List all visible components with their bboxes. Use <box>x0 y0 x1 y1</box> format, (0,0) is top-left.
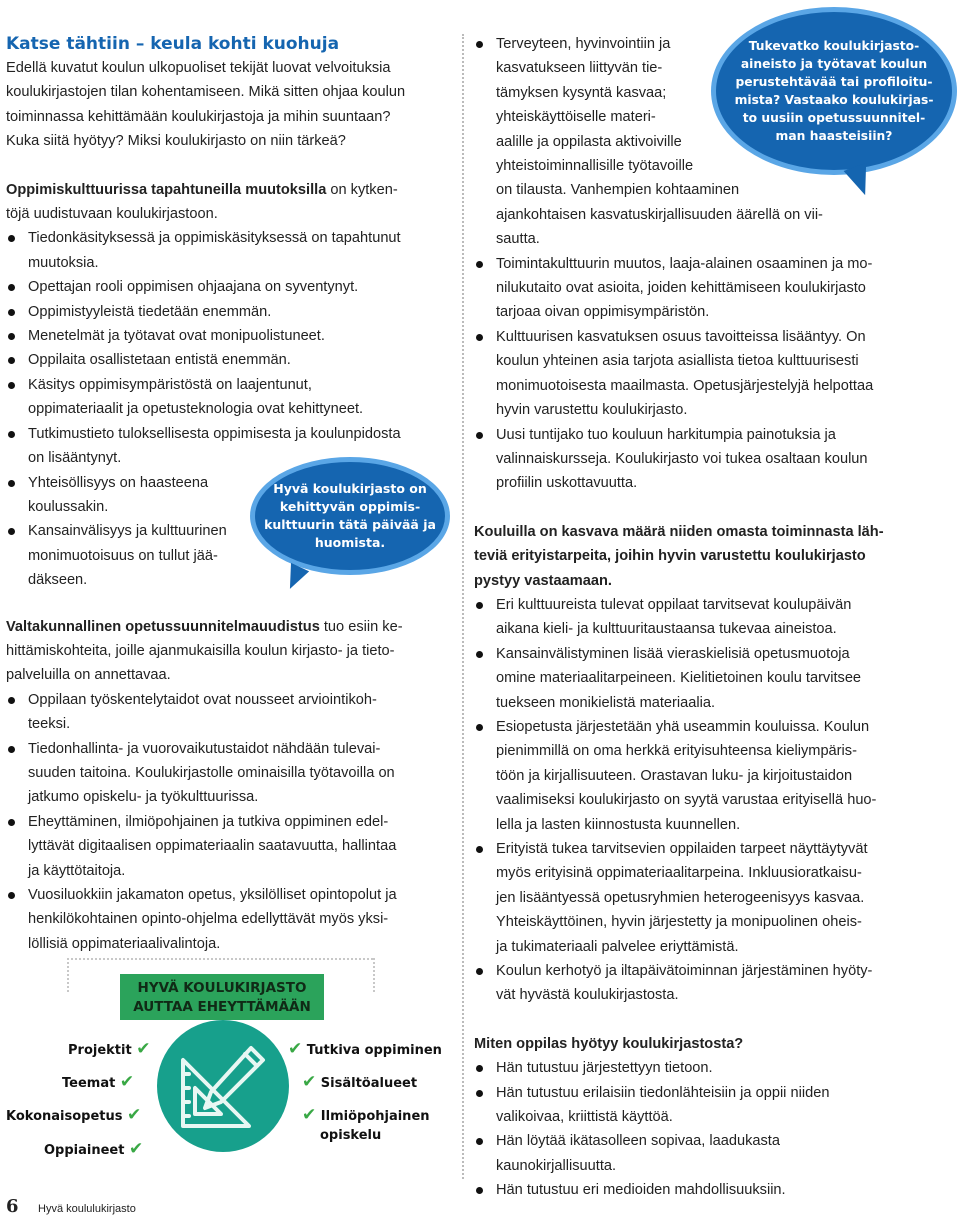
infobox-item-teemat: Teemat ✔ <box>62 1072 135 1092</box>
section-heading-oppilas: Miten oppilas hyötyy koulukirjastosta? <box>474 1035 744 1052</box>
list-item: Uusi tuntijako tuo kouluun harkitumpia painotuksia ja valinnaiskursseja. Koulukirjasto voi tukea osaltaan koulun profiilin uskottavuutta. <box>474 423 954 496</box>
list-oppilas <box>474 1056 954 1202</box>
section1-text: on kytken- <box>326 181 398 198</box>
section2-text: palveluilla on annettavaa. <box>6 667 171 684</box>
check-icon: ✔ <box>119 1072 135 1092</box>
bubble-line: kulttuurin tätä päivää ja <box>264 517 436 532</box>
bubble-line: Tukevatko koulukirjasto- <box>748 39 920 53</box>
list-item: Tiedonkäsityksessä ja oppimiskäsityksessä on tapahtunut muutoksia. <box>6 226 446 275</box>
infobox-title: HYVÄ KOULUKIRJASTO AUTTAA EHEYTTÄMÄÄN <box>120 974 324 1020</box>
infobox-item-tutkiva: ✔ Tutkiva oppiminen <box>288 1039 442 1059</box>
bubble-line: to uusiin opetussuunnitel- <box>742 111 926 125</box>
list-item: Hän tutustuu erilaisiin tiedonlähteisiin ja oppii niiden valikoivaa, kriittistä käyttöä. <box>474 1081 954 1130</box>
intro-line: Edellä kuvatut koulun ulkopuoliset tekijät luovat velvoituksia <box>6 60 391 76</box>
page-number: 6 <box>6 1196 19 1217</box>
intro-paragraph <box>6 56 446 154</box>
list-item: Terveyteen, hyvinvointiin ja kasvatukseen liittyvän tie- tämyksen kysyntä kasvaa; yhteiskäyttöiselle materi- aalille ja oppilasta aktivoiville yhteistoiminnallisille työtavoille on tilausta. Vanhempien kohtaaminen ajankohtaisen kasvatuskirjallisuuden äärellä on vii- sautta. <box>474 32 954 252</box>
speech-bubble-left <box>255 462 445 570</box>
check-icon: ✔ <box>302 1105 317 1125</box>
list-item: Eri kulttuureista tulevat oppilaat tarvitsevat koulupäivän aikana kieli- ja kulttuuritaustaansa tukevaa aineistoa. <box>474 593 954 642</box>
column-divider <box>462 34 464 1179</box>
list-item: Kulttuurisen kasvatuksen osuus tavoitteissa lisääntyy. On koulun yhteinen asia tarjota asiallista tietoa kulttuurisesti monimuotoisesta maailmasta. Opetusjärjestelyjä helpottaa hyvin varustettu koulukirjasto. <box>474 325 954 423</box>
bubble-line: perustehtävää tai profiloitu- <box>735 75 933 89</box>
bubble-line: mista? Vastaako koulukirjas- <box>734 93 934 107</box>
list-item: Koulun kerhotyö ja iltapäivätoiminnan järjestäminen hyöty- vät hyvästä koulukirjastosta. <box>474 959 954 1008</box>
bubble-line: Hyvä koulukirjasto on <box>273 481 427 496</box>
pencil-ruler-icon <box>155 1018 291 1154</box>
list-erityistarpeet <box>474 593 954 1008</box>
list-item: Oppilaan työskentelytaidot ovat nousseet arviointikoh- teeksi. <box>6 688 446 737</box>
list-item: Hän tutustuu eri medioiden mahdollisuuksiin. <box>474 1178 954 1202</box>
list-item: Esiopetusta järjestetään yhä useammin kouluissa. Koulun pienimmillä on oma herkkä erityisuhteensa kieliympäris- töön ja kirjallisuuteen. Orastavan luku- ja kirjoitustaidon vaalimiseksi koulukirjasto on syytä varustaa erityisellä huo- lella ja lasten kiinnostusta kuunnellen. <box>474 715 954 837</box>
list-item: Vuosiluokkiin jakamaton opetus, yksilölliset opintopolut ja henkilökohtainen opinto-ohjelma edellyttävät myös yksi- löllisiä oppimateriaalivalintoja. <box>6 883 446 956</box>
check-icon: ✔ <box>136 1039 151 1059</box>
infobox-frame <box>67 958 373 960</box>
list-item: Opettajan rooli oppimisen ohjaajana on syventynyt. <box>6 275 446 299</box>
list-item: Oppimistyyleistä tiedetään enemmän. <box>6 300 446 324</box>
section2-text: tuo esiin ke- <box>319 618 403 635</box>
infobox-item-projektit: Projektit ✔ <box>68 1039 151 1059</box>
list-item: Kansainvälisyys ja kulttuurinen monimuotoisuus on tullut jää- däkseen. <box>6 519 446 592</box>
list-item: Menetelmät ja työtavat ovat monipuolistuneet. <box>6 324 446 348</box>
section1-bold: Oppimiskulttuurissa tapahtuneilla muutoksilla <box>6 181 327 198</box>
list-item: Käsitys oppimisympäristöstä on laajentunut, oppimateriaalit ja opetusteknologia ovat kehittyneet. <box>6 373 446 422</box>
list-item: Tutkimustieto tuloksellisesta oppimisesta ja koulunpidosta on lisääntynyt. <box>6 422 446 471</box>
bubble-line: huomista. <box>314 535 386 550</box>
bubble-line: kehittyvän oppimis- <box>279 499 421 514</box>
bubble-line: man haasteisiin? <box>775 129 893 143</box>
intro-line: toiminnassa kehittämään koulukirjastoja ja mihin suuntaan? <box>6 108 391 125</box>
infobox-item-ilmiopohjainen: ✔ Ilmiöpohjainen <box>302 1105 430 1125</box>
section-heading-erityistarpeet: Kouluilla on kasvava määrä niiden omasta toiminnasta läh- teviä erityistarpeita, joihin hyvin varustettu koulukirjasto pystyy vastaamaan. <box>474 523 884 589</box>
list-item: Eheyttäminen, ilmiöpohjainen ja tutkiva oppiminen edel- lyttävät digitaalisen oppimateriaalin saatavuutta, hallintaa ja käyttötaitoja. <box>6 810 446 883</box>
speech-bubble-right <box>716 12 952 170</box>
check-icon: ✔ <box>288 1039 303 1059</box>
footer-text: Hyvä koululukirjasto <box>38 1203 136 1215</box>
list-item: Kansainvälistyminen lisää vieraskielisiä opetusmuotoja omine materiaalitarpeineen. Kielitietoinen koulu tarvitsee tuekseen monikielistä materiaalia. <box>474 642 954 715</box>
list-item: Toimintakulttuurin muutos, laaja-alainen osaaminen ja mo- nilukutaito ovat asioita, joiden kehittämiseen koulukirjasto tarjoaa oivan oppimisympäristön. <box>474 252 954 325</box>
intro-line: koulukirjastojen tilan kohentamiseen. Mikä sitten ohjaa koulun <box>6 84 406 101</box>
check-icon: ✔ <box>127 1105 142 1125</box>
section1-text: töjä uudistuvaan koulukirjastoon. <box>6 206 218 223</box>
section2-text: hittämiskohteita, joille ajanmukaisilla koulun kirjasto- ja tieto- <box>6 642 395 659</box>
right-column <box>474 32 954 1203</box>
list-item: Oppilaita osallistetaan entistä enemmän. <box>6 348 446 372</box>
section2-bold: Valtakunnallinen opetussuunnitelmauudistus <box>6 618 320 635</box>
list-item: Yhteisöllisyys on haasteena koulussakin. <box>6 471 446 520</box>
list-ops <box>6 688 446 956</box>
infobox-item-kokonaisopetus: Kokonaisopetus ✔ <box>6 1105 142 1125</box>
infobox-item-sisaltoalueet: ✔ Sisältöalueet <box>302 1072 418 1092</box>
section2-lead <box>6 615 446 688</box>
check-icon: ✔ <box>128 1139 144 1159</box>
infobox-item-oppiaineet: Oppiaineet ✔ <box>44 1139 144 1159</box>
infobox-item-opiskelu: opiskelu <box>320 1128 382 1143</box>
bubble-line: aineisto ja työtavat koulun <box>740 57 928 71</box>
infobox-frame <box>67 958 69 992</box>
list-item: Tiedonhallinta- ja vuorovaikutustaidot nähdään tulevai- suuden taitoina. Koulukirjastolle ominaisilla työtavoilla on jatkumo opiskelu- ja työkulttuurissa. <box>6 737 446 810</box>
list-item: Erityistä tukea tarvitsevien oppilaiden tarpeet näyttäytyvät myös erityisinä oppimateriaalitarpeina. Inkluusioratkaisu- jen lisääntyessä opetusryhmien heterogeenisyys kasvaa. Yhteiskäyttöinen, hyvin järjestetty ja monipuolinen oheis- ja tukimateriaali palvelee eriyttämistä. <box>474 837 954 959</box>
intro-line: Kuka siitä hyötyy? Miksi koulukirjasto on niin tärkeä? <box>6 133 346 150</box>
list-item: Hän tutustuu järjestettyyn tietoon. <box>474 1056 954 1080</box>
infobox-frame <box>373 958 375 992</box>
section1-lead <box>6 178 446 227</box>
list-item: Hän löytää ikätasolleen sopivaa, laadukasta kaunokirjallisuutta. <box>474 1129 954 1178</box>
page-title: Katse tähtiin – keula kohti kuohuja <box>6 34 340 54</box>
check-icon: ✔ <box>302 1072 317 1092</box>
